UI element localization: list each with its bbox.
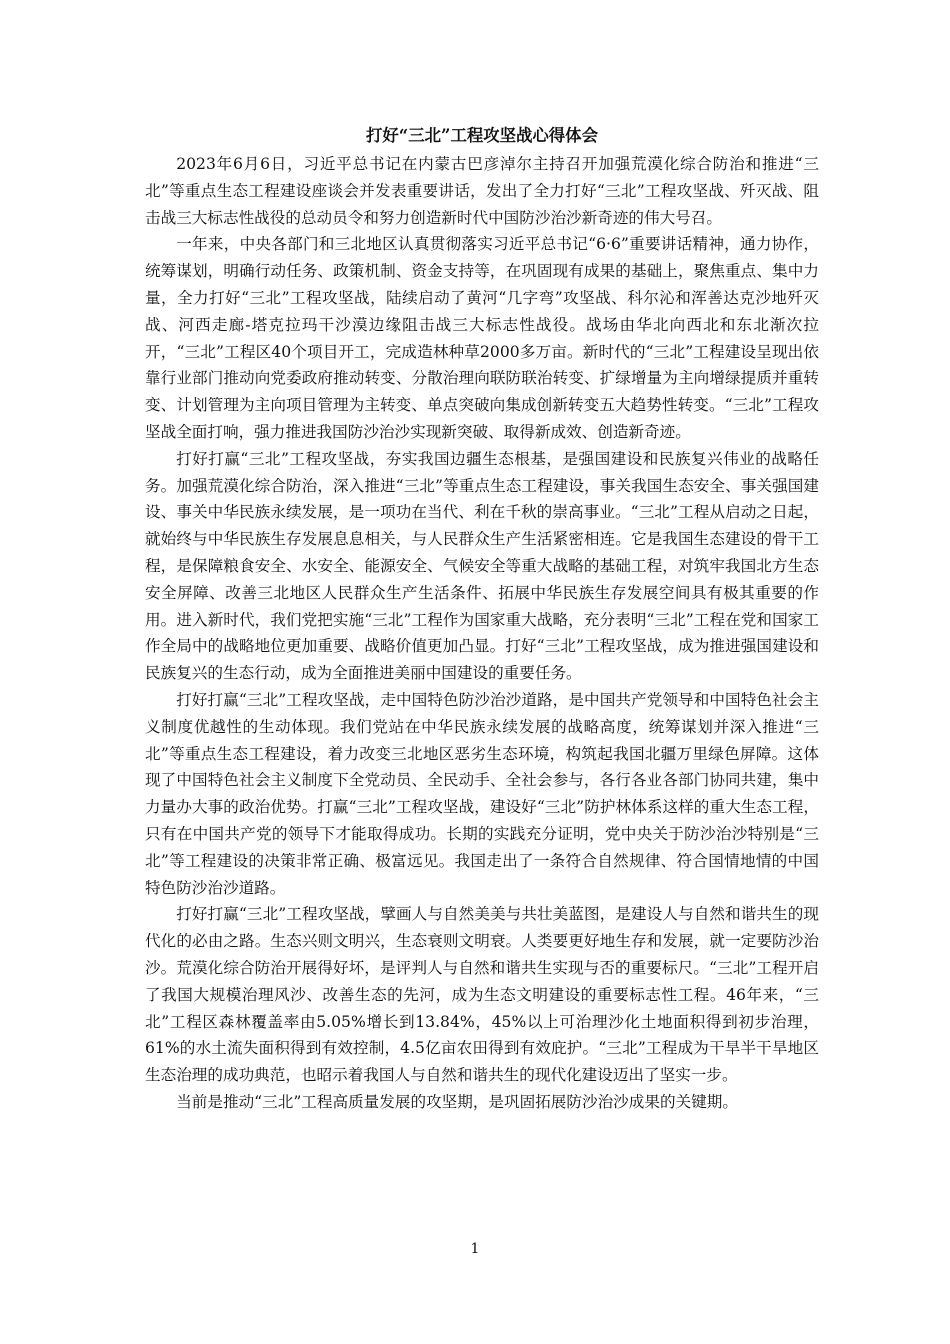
paragraph-5: 打好打赢“三北”工程攻坚战，擘画人与自然美美与共壮美蓝图，是建设人与自然和谐共生的现代化的必由之路。生态兴则文明兴，生态衰则文明衰。人类要更好地生存和发展，就一定要防沙治沙。荒漠化综合防治开展得好坏，是评判人与自然和谐共生实现与否的重要标尺。“三北”工程开启了我国大规模治理风沙、改善生态的先河，成为生态文明建设的重要标志性工程。46年来，“三北”工程区森林覆盖率由5.05%增长到13.84%，45%以上可治理沙化土地面积得到初步治理，61%的水土流失面积得到有效控制，4.5亿亩农田得到有效庇护。“三北”工程成为干旱半干旱地区生态治理的成功典范，也昭示着我国人与自然和谐共生的现代化建设迈出了坚实一步。 [145,905,819,1085]
paragraph-4: 打好打赢“三北”工程攻坚战，走中国特色防沙治沙道路，是中国共产党领导和中国特色社会主义制度优越性的生动体现。我们党站在中华民族永续发展的战略高度，统筹谋划并深入推进“三北”等重点生态工程建设，着力改变三北地区恶劣生态环境，构筑起我国北疆万里绿色屏障。这体现了中国特色社会主义制度下全党动员、全民动手、全社会参与，各行各业各部门协同共建，集中力量办大事的政治优势。打赢“三北”工程攻坚战，建设好“三北”防护林体系这样的重大生态工程，只有在中国共产党的领导下才能取得成功。长期的实践充分证明，党中央关于防沙治沙特别是“三北”等工程建设的决策非常正确、极富远见。我国走出了一条符合自然规律、符合国情地情的中国特色防沙治沙道路。 [145,690,819,897]
document-body [145,124,819,1116]
paragraph-1: 2023年6月6日，习近平总书记在内蒙古巴彦淖尔主持召开加强荒漠化综合防治和推进“三北”等重点生态工程建设座谈会并发表重要讲话，发出了全力打好“三北”工程攻坚战、歼灭战、阻击战三大标志性战役的总动员令和努力创造新时代中国防沙治沙新奇迹的伟大号召。 [145,155,819,227]
page-number: 1 [470,1241,480,1257]
paragraph-6: 当前是推动“三北”工程高质量发展的攻坚期，是巩固拓展防沙治沙成果的关键期。 [176,1092,738,1111]
document-title: 打好“三北”工程攻坚战心得体会 [366,126,598,145]
paragraph-3: 打好打赢“三北”工程攻坚战，夯实我国边疆生态根基，是强国建设和民族复兴伟业的战略任务。加强荒漠化综合防治，深入推进“三北”等重点生态工程建设，事关我国生态安全、事关强国建设、事关中华民族永续发展，是一项功在当代、利在千秋的崇高事业。“三北”工程从启动之日起，就始终与中华民族生存发展息息相关，与人民群众生产生活紧密相连。它是我国生态建设的骨干工程，是保障粮食安全、水安全、能源安全、气候安全等重大战略的基础工程，对筑牢我国北方生态安全屏障、改善三北地区人民群众生产生活条件、拓展中华民族生存发展空间具有极其重要的作用。进入新时代，我们党把实施“三北”工程作为国家重大战略，充分表明“三北”工程在党和国家工作全局中的战略地位更加重要、战略价值更加凸显。打好“三北”工程攻坚战，成为推进强国建设和民族复兴的生态行动，成为全面推进美丽中国建设的重要任务。 [145,449,819,683]
paragraph-2: 一年来，中央各部门和三北地区认真贯彻落实习近平总书记“6·6”重要讲话精神，通力协作，统筹谋划，明确行动任务、政策机制、资金支持等，在巩固现有成果的基础上，聚焦重点、集中力量，全力打好“三北”工程攻坚战，陆续启动了黄河“几字弯”攻坚战、科尔沁和浑善达克沙地歼灭战、河西走廊-塔克拉玛干沙漠边缘阻击战三大标志性战役。战场由华北向西北和东北渐次拉开，“三北”工程区40个项目开工，完成造林种草2000多万亩。新时代的“三北”工程建设呈现出依靠行业部门推动向党委政府推动转变、分散治理向联防联治转变、扩绿增量为主向增绿提质并重转变、计划管理为主向项目管理为主转变、单点突破向集成创新转变五大趋势性转变。“三北”工程攻坚战全面打响，强力推进我国防沙治沙实现新突破、取得新成效、创造新奇迹。 [145,235,819,441]
